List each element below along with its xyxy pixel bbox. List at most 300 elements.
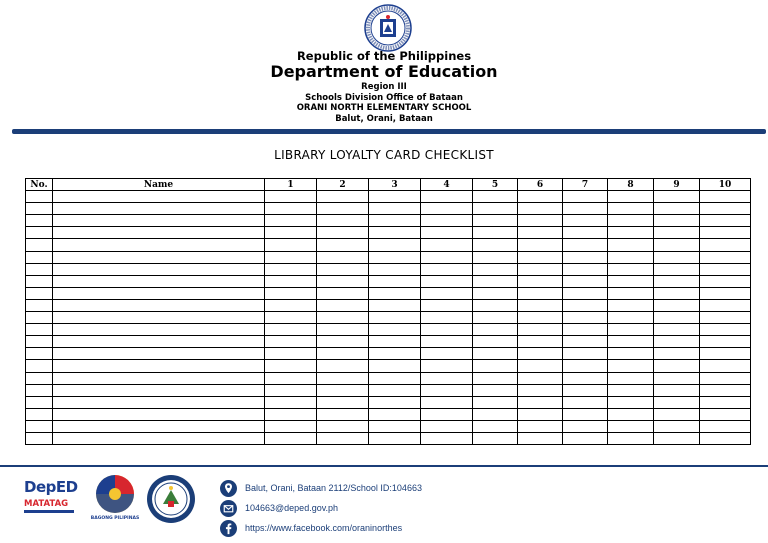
cell-check[interactable] xyxy=(608,420,654,432)
cell-check[interactable] xyxy=(265,263,317,275)
cell-check[interactable] xyxy=(518,372,563,384)
cell-check[interactable] xyxy=(421,372,473,384)
cell-check[interactable] xyxy=(563,203,608,215)
cell-no[interactable] xyxy=(26,324,53,336)
cell-check[interactable] xyxy=(563,299,608,311)
cell-check[interactable] xyxy=(563,408,608,420)
cell-check[interactable] xyxy=(563,215,608,227)
cell-name[interactable] xyxy=(53,420,265,432)
cell-check[interactable] xyxy=(700,420,751,432)
cell-check[interactable] xyxy=(700,360,751,372)
cell-check[interactable] xyxy=(700,324,751,336)
cell-check[interactable] xyxy=(563,312,608,324)
cell-check[interactable] xyxy=(608,239,654,251)
cell-check[interactable] xyxy=(563,432,608,444)
cell-name[interactable] xyxy=(53,372,265,384)
cell-check[interactable] xyxy=(421,239,473,251)
table-row xyxy=(26,299,751,311)
cell-check[interactable] xyxy=(654,408,700,420)
cell-check[interactable] xyxy=(654,203,700,215)
cell-check[interactable] xyxy=(317,215,369,227)
region-line: Region III xyxy=(361,82,407,92)
table-row xyxy=(26,312,751,324)
cell-check[interactable] xyxy=(369,191,421,203)
cell-check[interactable] xyxy=(473,191,518,203)
cell-check[interactable] xyxy=(700,251,751,263)
table-row xyxy=(26,275,751,287)
cell-check[interactable] xyxy=(700,432,751,444)
cell-name[interactable] xyxy=(53,408,265,420)
cell-check[interactable] xyxy=(563,372,608,384)
cell-check[interactable] xyxy=(317,420,369,432)
cell-check[interactable] xyxy=(473,299,518,311)
contact-email[interactable]: 104663@deped.gov.ph xyxy=(245,503,339,513)
cell-check[interactable] xyxy=(369,348,421,360)
cell-check[interactable] xyxy=(265,239,317,251)
cell-check[interactable] xyxy=(608,203,654,215)
matatag-logo-text: MATATAG xyxy=(24,499,69,509)
cell-no[interactable] xyxy=(26,287,53,299)
cell-check[interactable] xyxy=(317,324,369,336)
cell-check[interactable] xyxy=(369,263,421,275)
cell-check[interactable] xyxy=(563,263,608,275)
table-row xyxy=(26,408,751,420)
cell-no[interactable] xyxy=(26,360,53,372)
cell-check[interactable] xyxy=(421,408,473,420)
cell-check[interactable] xyxy=(700,203,751,215)
column-header-no: No. xyxy=(26,179,53,191)
cell-check[interactable] xyxy=(421,396,473,408)
cell-check[interactable] xyxy=(421,263,473,275)
column-header-name: Name xyxy=(53,179,265,191)
cell-check[interactable] xyxy=(473,251,518,263)
table-row xyxy=(26,251,751,263)
cell-name[interactable] xyxy=(53,360,265,372)
cell-check[interactable] xyxy=(608,227,654,239)
cell-name[interactable] xyxy=(53,432,265,444)
cell-check[interactable] xyxy=(654,360,700,372)
cell-name[interactable] xyxy=(53,299,265,311)
cell-check[interactable] xyxy=(518,336,563,348)
cell-check[interactable] xyxy=(700,263,751,275)
cell-check[interactable] xyxy=(654,372,700,384)
cell-check[interactable] xyxy=(608,408,654,420)
department-heading: Department of Education xyxy=(270,62,498,81)
bagong-pilipinas-emblem-icon xyxy=(90,472,140,516)
cell-check[interactable] xyxy=(608,299,654,311)
contact-address-row xyxy=(220,478,480,498)
cell-check[interactable] xyxy=(473,239,518,251)
cell-check[interactable] xyxy=(421,287,473,299)
cell-check[interactable] xyxy=(369,239,421,251)
page-title: LIBRARY LOYALTY CARD CHECKLIST xyxy=(274,148,494,162)
cell-check[interactable] xyxy=(473,432,518,444)
cell-no[interactable] xyxy=(26,348,53,360)
cell-check[interactable] xyxy=(421,420,473,432)
cell-check[interactable] xyxy=(608,348,654,360)
table-row xyxy=(26,348,751,360)
cell-name[interactable] xyxy=(53,324,265,336)
cell-check[interactable] xyxy=(518,408,563,420)
cell-check[interactable] xyxy=(654,312,700,324)
cell-check[interactable] xyxy=(700,239,751,251)
cell-check[interactable] xyxy=(421,227,473,239)
cell-check[interactable] xyxy=(563,384,608,396)
cell-check[interactable] xyxy=(317,251,369,263)
cell-check[interactable] xyxy=(421,360,473,372)
cell-check[interactable] xyxy=(654,299,700,311)
column-header-4: 4 xyxy=(421,179,473,191)
table-row xyxy=(26,203,751,215)
column-header-7: 7 xyxy=(563,179,608,191)
cell-check[interactable] xyxy=(563,251,608,263)
cell-check[interactable] xyxy=(473,360,518,372)
cell-check[interactable] xyxy=(317,203,369,215)
cell-no[interactable] xyxy=(26,396,53,408)
cell-check[interactable] xyxy=(518,191,563,203)
cell-check[interactable] xyxy=(265,324,317,336)
school-seal-icon xyxy=(146,474,196,524)
cell-name[interactable] xyxy=(53,348,265,360)
cell-check[interactable] xyxy=(518,275,563,287)
cell-check[interactable] xyxy=(518,348,563,360)
cell-check[interactable] xyxy=(608,191,654,203)
cell-check[interactable] xyxy=(700,384,751,396)
cell-check[interactable] xyxy=(518,203,563,215)
cell-check[interactable] xyxy=(518,287,563,299)
bagong-pilipinas-logo xyxy=(90,472,140,524)
cell-check[interactable] xyxy=(317,396,369,408)
cell-check[interactable] xyxy=(654,227,700,239)
cell-check[interactable] xyxy=(317,408,369,420)
cell-check[interactable] xyxy=(473,348,518,360)
cell-check[interactable] xyxy=(473,287,518,299)
cell-check[interactable] xyxy=(421,432,473,444)
cell-check[interactable] xyxy=(608,324,654,336)
table-header-row xyxy=(26,179,751,191)
cell-check[interactable] xyxy=(265,348,317,360)
division-line: Schools Division Office of Bataan xyxy=(305,93,463,103)
cell-check[interactable] xyxy=(608,396,654,408)
cell-check[interactable] xyxy=(473,275,518,287)
cell-check[interactable] xyxy=(473,227,518,239)
table-row xyxy=(26,324,751,336)
cell-check[interactable] xyxy=(317,372,369,384)
cell-check[interactable] xyxy=(473,203,518,215)
cell-check[interactable] xyxy=(654,348,700,360)
cell-check[interactable] xyxy=(518,263,563,275)
table-row xyxy=(26,215,751,227)
cell-no[interactable] xyxy=(26,420,53,432)
cell-check[interactable] xyxy=(563,191,608,203)
cell-check[interactable] xyxy=(369,203,421,215)
cell-name[interactable] xyxy=(53,384,265,396)
cell-name[interactable] xyxy=(53,336,265,348)
cell-check[interactable] xyxy=(700,215,751,227)
cell-check[interactable] xyxy=(518,420,563,432)
column-header-2: 2 xyxy=(317,179,369,191)
table-row xyxy=(26,263,751,275)
cell-name[interactable] xyxy=(53,396,265,408)
cell-check[interactable] xyxy=(654,336,700,348)
deped-logo-text: DepED xyxy=(24,478,78,496)
cell-check[interactable] xyxy=(518,227,563,239)
cell-check[interactable] xyxy=(421,336,473,348)
cell-check[interactable] xyxy=(608,287,654,299)
cell-check[interactable] xyxy=(421,312,473,324)
cell-check[interactable] xyxy=(563,420,608,432)
cell-check[interactable] xyxy=(518,239,563,251)
cell-name[interactable] xyxy=(53,275,265,287)
cell-check[interactable] xyxy=(369,396,421,408)
cell-check[interactable] xyxy=(518,360,563,372)
cell-check[interactable] xyxy=(608,384,654,396)
cell-check[interactable] xyxy=(265,336,317,348)
cell-check[interactable] xyxy=(608,336,654,348)
cell-check[interactable] xyxy=(421,275,473,287)
cell-check[interactable] xyxy=(369,336,421,348)
cell-check[interactable] xyxy=(369,215,421,227)
cell-no[interactable] xyxy=(26,203,53,215)
cell-check[interactable] xyxy=(317,239,369,251)
cell-check[interactable] xyxy=(654,396,700,408)
cell-check[interactable] xyxy=(421,299,473,311)
cell-check[interactable] xyxy=(265,384,317,396)
column-header-1: 1 xyxy=(265,179,317,191)
cell-check[interactable] xyxy=(563,396,608,408)
cell-name[interactable] xyxy=(53,263,265,275)
cell-check[interactable] xyxy=(608,275,654,287)
cell-check[interactable] xyxy=(608,263,654,275)
cell-check[interactable] xyxy=(654,215,700,227)
cell-check[interactable] xyxy=(473,408,518,420)
checklist-table xyxy=(25,178,751,445)
deped-matatag-logo xyxy=(24,478,80,524)
cell-check[interactable] xyxy=(563,348,608,360)
cell-check[interactable] xyxy=(317,263,369,275)
cell-check[interactable] xyxy=(654,239,700,251)
cell-name[interactable] xyxy=(53,239,265,251)
column-header-9: 9 xyxy=(654,179,700,191)
cell-check[interactable] xyxy=(654,251,700,263)
cell-check[interactable] xyxy=(317,336,369,348)
cell-check[interactable] xyxy=(265,287,317,299)
table-row xyxy=(26,360,751,372)
cell-name[interactable] xyxy=(53,251,265,263)
cell-check[interactable] xyxy=(421,384,473,396)
cell-no[interactable] xyxy=(26,384,53,396)
cell-check[interactable] xyxy=(421,191,473,203)
cell-check[interactable] xyxy=(421,324,473,336)
cell-check[interactable] xyxy=(700,287,751,299)
cell-check[interactable] xyxy=(700,408,751,420)
cell-check[interactable] xyxy=(265,312,317,324)
cell-check[interactable] xyxy=(369,227,421,239)
cell-no[interactable] xyxy=(26,336,53,348)
cell-name[interactable] xyxy=(53,287,265,299)
cell-check[interactable] xyxy=(265,191,317,203)
cell-check[interactable] xyxy=(473,396,518,408)
cell-check[interactable] xyxy=(265,299,317,311)
cell-check[interactable] xyxy=(700,275,751,287)
cell-check[interactable] xyxy=(700,348,751,360)
cell-check[interactable] xyxy=(654,420,700,432)
cell-check[interactable] xyxy=(563,360,608,372)
cell-check[interactable] xyxy=(317,312,369,324)
cell-check[interactable] xyxy=(608,372,654,384)
column-header-10: 10 xyxy=(700,179,751,191)
cell-check[interactable] xyxy=(265,432,317,444)
cell-no[interactable] xyxy=(26,312,53,324)
column-header-3: 3 xyxy=(369,179,421,191)
cell-check[interactable] xyxy=(265,275,317,287)
cell-check[interactable] xyxy=(518,396,563,408)
cell-check[interactable] xyxy=(317,384,369,396)
cell-check[interactable] xyxy=(421,348,473,360)
contact-facebook[interactable]: https://www.facebook.com/oraninorthes xyxy=(245,523,403,533)
cell-check[interactable] xyxy=(518,251,563,263)
cell-check[interactable] xyxy=(265,215,317,227)
cell-no[interactable] xyxy=(26,432,53,444)
cell-check[interactable] xyxy=(369,251,421,263)
cell-check[interactable] xyxy=(654,191,700,203)
cell-check[interactable] xyxy=(700,312,751,324)
cell-check[interactable] xyxy=(518,312,563,324)
cell-check[interactable] xyxy=(518,384,563,396)
table-row xyxy=(26,420,751,432)
cell-check[interactable] xyxy=(518,324,563,336)
cell-check[interactable] xyxy=(369,432,421,444)
cell-check[interactable] xyxy=(473,312,518,324)
cell-check[interactable] xyxy=(608,432,654,444)
cell-check[interactable] xyxy=(265,251,317,263)
cell-check[interactable] xyxy=(265,396,317,408)
cell-check[interactable] xyxy=(369,372,421,384)
cell-check[interactable] xyxy=(265,227,317,239)
cell-check[interactable] xyxy=(265,203,317,215)
cell-name[interactable] xyxy=(53,312,265,324)
contact-email-row xyxy=(220,498,480,518)
cell-check[interactable] xyxy=(369,324,421,336)
cell-no[interactable] xyxy=(26,239,53,251)
cell-check[interactable] xyxy=(369,299,421,311)
cell-check[interactable] xyxy=(654,432,700,444)
cell-check[interactable] xyxy=(421,203,473,215)
cell-check[interactable] xyxy=(700,191,751,203)
cell-check[interactable] xyxy=(369,420,421,432)
cell-no[interactable] xyxy=(26,263,53,275)
cell-no[interactable] xyxy=(26,372,53,384)
cell-check[interactable] xyxy=(265,420,317,432)
cell-name[interactable] xyxy=(53,203,265,215)
cell-check[interactable] xyxy=(563,239,608,251)
cell-check[interactable] xyxy=(421,251,473,263)
cell-check[interactable] xyxy=(654,263,700,275)
cell-check[interactable] xyxy=(563,336,608,348)
table-row xyxy=(26,191,751,203)
cell-check[interactable] xyxy=(317,191,369,203)
cell-check[interactable] xyxy=(473,372,518,384)
cell-check[interactable] xyxy=(518,432,563,444)
cell-check[interactable] xyxy=(654,384,700,396)
cell-check[interactable] xyxy=(265,408,317,420)
cell-check[interactable] xyxy=(654,287,700,299)
cell-check[interactable] xyxy=(369,408,421,420)
cell-check[interactable] xyxy=(369,287,421,299)
cell-check[interactable] xyxy=(317,287,369,299)
cell-no[interactable] xyxy=(26,299,53,311)
cell-no[interactable] xyxy=(26,251,53,263)
cell-check[interactable] xyxy=(654,324,700,336)
cell-check[interactable] xyxy=(265,372,317,384)
contact-address: Balut, Orani, Bataan 2112/School ID:104663 xyxy=(245,483,422,493)
school-name: ORANI NORTH ELEMENTARY SCHOOL xyxy=(296,103,472,113)
cell-check[interactable] xyxy=(563,287,608,299)
cell-check[interactable] xyxy=(654,275,700,287)
cell-check[interactable] xyxy=(473,336,518,348)
cell-no[interactable] xyxy=(26,215,53,227)
cell-check[interactable] xyxy=(608,360,654,372)
cell-check[interactable] xyxy=(369,312,421,324)
republic-heading: Republic of the Philippines xyxy=(296,49,472,63)
cell-check[interactable] xyxy=(700,227,751,239)
table-row xyxy=(26,239,751,251)
cell-no[interactable] xyxy=(26,275,53,287)
column-header-6: 6 xyxy=(518,179,563,191)
cell-check[interactable] xyxy=(563,275,608,287)
cell-check[interactable] xyxy=(473,263,518,275)
cell-check[interactable] xyxy=(563,324,608,336)
table-row xyxy=(26,336,751,348)
cell-check[interactable] xyxy=(421,215,473,227)
cell-name[interactable] xyxy=(53,227,265,239)
cell-check[interactable] xyxy=(369,384,421,396)
cell-check[interactable] xyxy=(317,360,369,372)
table-row xyxy=(26,396,751,408)
cell-check[interactable] xyxy=(473,215,518,227)
cell-check[interactable] xyxy=(317,299,369,311)
cell-check[interactable] xyxy=(700,396,751,408)
cell-check[interactable] xyxy=(700,372,751,384)
cell-no[interactable] xyxy=(26,227,53,239)
cell-check[interactable] xyxy=(473,420,518,432)
cell-check[interactable] xyxy=(265,360,317,372)
cell-check[interactable] xyxy=(608,215,654,227)
cell-name[interactable] xyxy=(53,215,265,227)
cell-check[interactable] xyxy=(317,227,369,239)
cell-check[interactable] xyxy=(700,299,751,311)
cell-check[interactable] xyxy=(518,299,563,311)
cell-check[interactable] xyxy=(369,360,421,372)
cell-check[interactable] xyxy=(608,251,654,263)
cell-check[interactable] xyxy=(317,275,369,287)
deped-seal-icon xyxy=(364,4,412,52)
cell-check[interactable] xyxy=(473,384,518,396)
cell-check[interactable] xyxy=(317,432,369,444)
table-row xyxy=(26,372,751,384)
cell-check[interactable] xyxy=(317,348,369,360)
cell-check[interactable] xyxy=(473,324,518,336)
cell-no[interactable] xyxy=(26,191,53,203)
cell-check[interactable] xyxy=(608,312,654,324)
cell-check[interactable] xyxy=(563,227,608,239)
cell-check[interactable] xyxy=(369,275,421,287)
contact-info xyxy=(220,478,480,538)
cell-name[interactable] xyxy=(53,191,265,203)
cell-check[interactable] xyxy=(700,336,751,348)
cell-no[interactable] xyxy=(26,408,53,420)
cell-check[interactable] xyxy=(518,215,563,227)
